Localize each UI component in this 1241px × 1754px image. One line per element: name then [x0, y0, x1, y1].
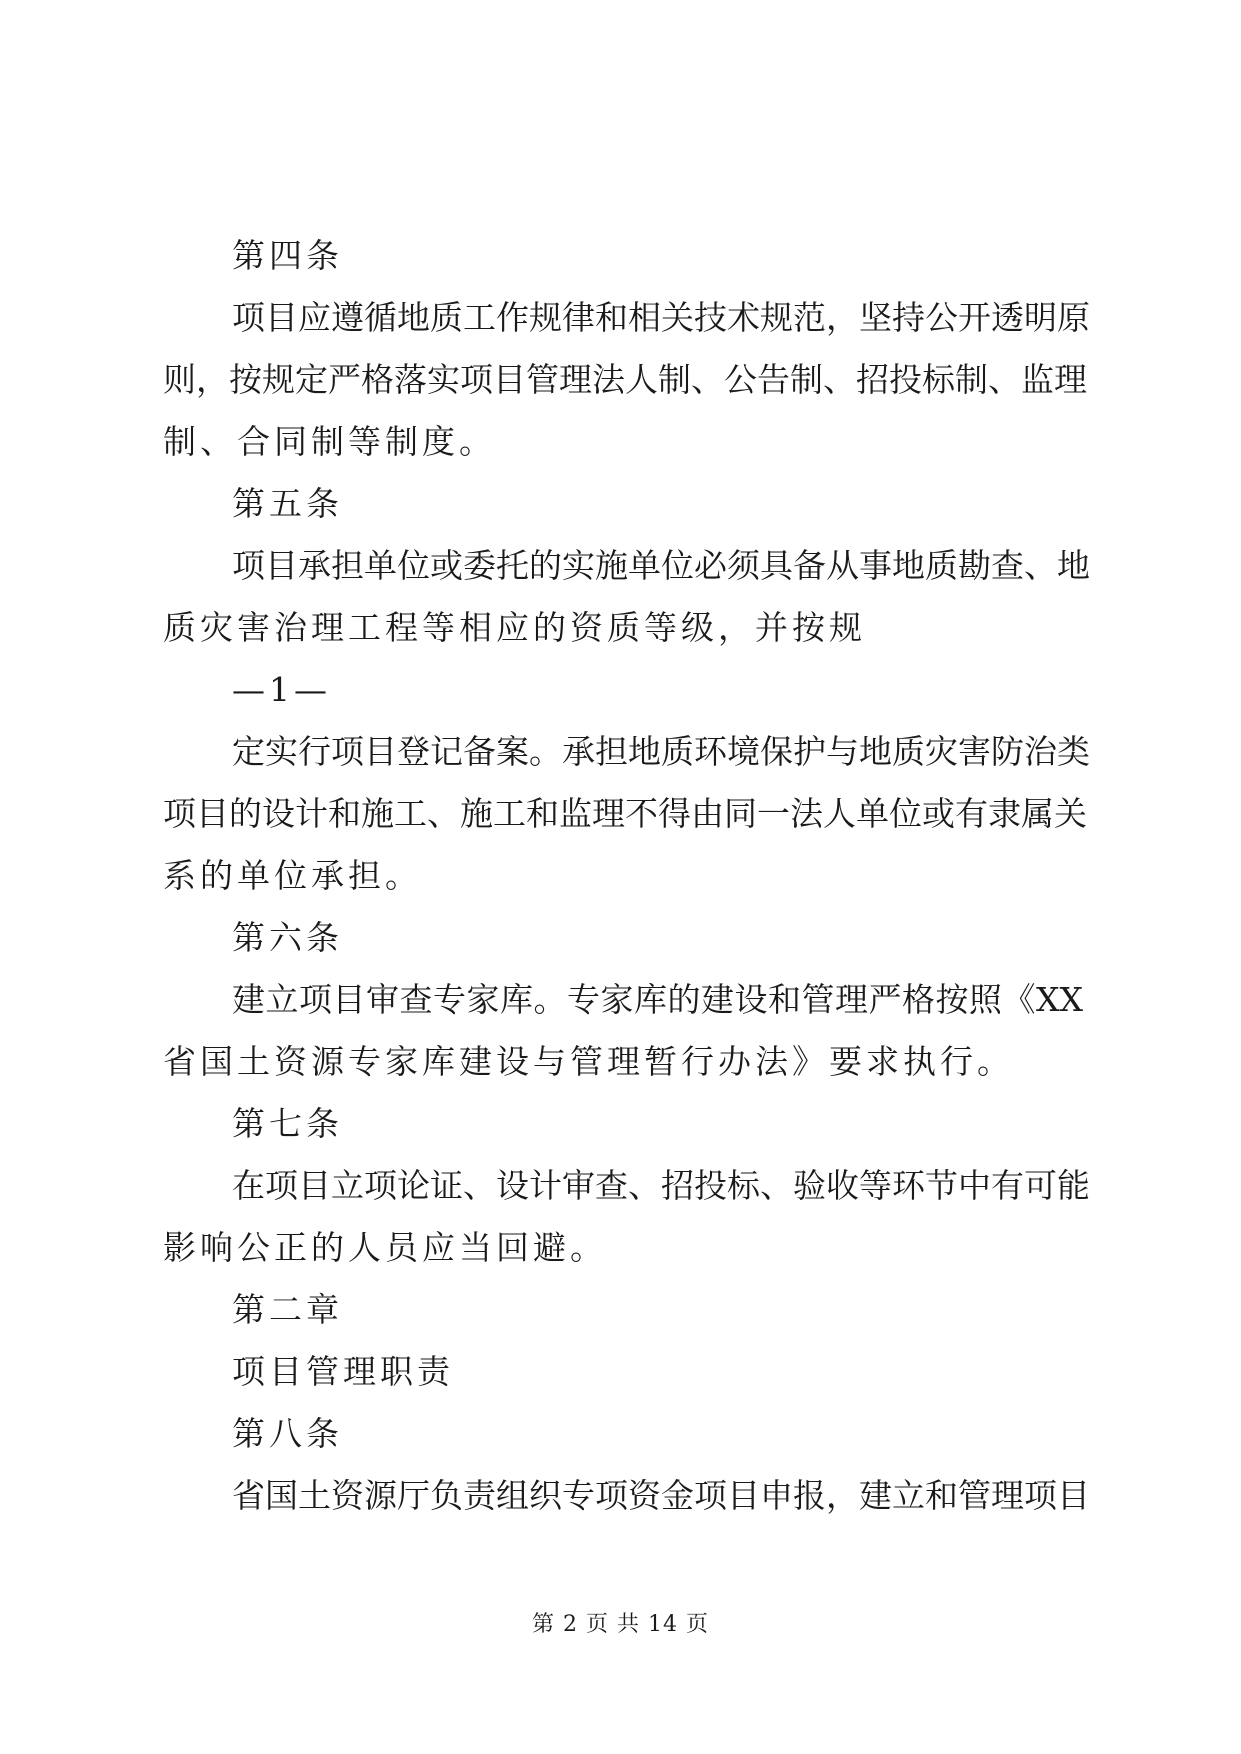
paragraph-line: 定实行项目登记备案。承担地质环境保护与地质灾害防治类: [232, 732, 1090, 771]
article-heading: 第六条: [232, 918, 343, 957]
paragraph-line: 项目应遵循地质工作规律和相关技术规范，坚持公开透明原: [232, 298, 1090, 337]
paragraph-line: 系的单位承担。: [163, 856, 422, 895]
paragraph-line: 质灾害治理工程等相应的资质等级，并按规: [163, 608, 866, 647]
article-heading: 第四条: [232, 236, 343, 275]
paragraph-line: 制、合同制等制度。: [163, 422, 496, 461]
paragraph-line: 省国土资源厅负责组织专项资金项目申报，建立和管理项目: [232, 1476, 1090, 1515]
article-heading: 第八条: [232, 1414, 343, 1453]
paragraph-line: 省国土资源专家库建设与管理暂行办法》要求执行。: [163, 1042, 1014, 1081]
paragraph-line: 则，按规定严格落实项目管理法人制、公告制、招投标制、监理: [163, 360, 1087, 399]
paragraph-line: 建立项目审查专家库。专家库的建设和管理严格按照《XX: [232, 980, 1083, 1019]
paragraph-line: 在项目立项论证、设计审查、招投标、验收等环节中有可能: [232, 1166, 1090, 1205]
paragraph-line: 项目承担单位或委托的实施单位必须具备从事地质勘查、地: [232, 546, 1090, 585]
article-heading: 第七条: [232, 1104, 343, 1143]
paragraph-line: 项目的设计和施工、施工和监理不得由同一法人单位或有隶属关: [163, 794, 1087, 833]
article-heading: 第五条: [232, 484, 343, 523]
chapter-title: 项目管理职责: [232, 1352, 454, 1391]
chapter-heading: 第二章: [232, 1290, 343, 1329]
page-footer: 第 2 页 共 14 页: [532, 1612, 709, 1637]
paragraph-line: 影响公正的人员应当回避。: [163, 1228, 607, 1267]
inline-page-number: —1—: [232, 670, 331, 709]
